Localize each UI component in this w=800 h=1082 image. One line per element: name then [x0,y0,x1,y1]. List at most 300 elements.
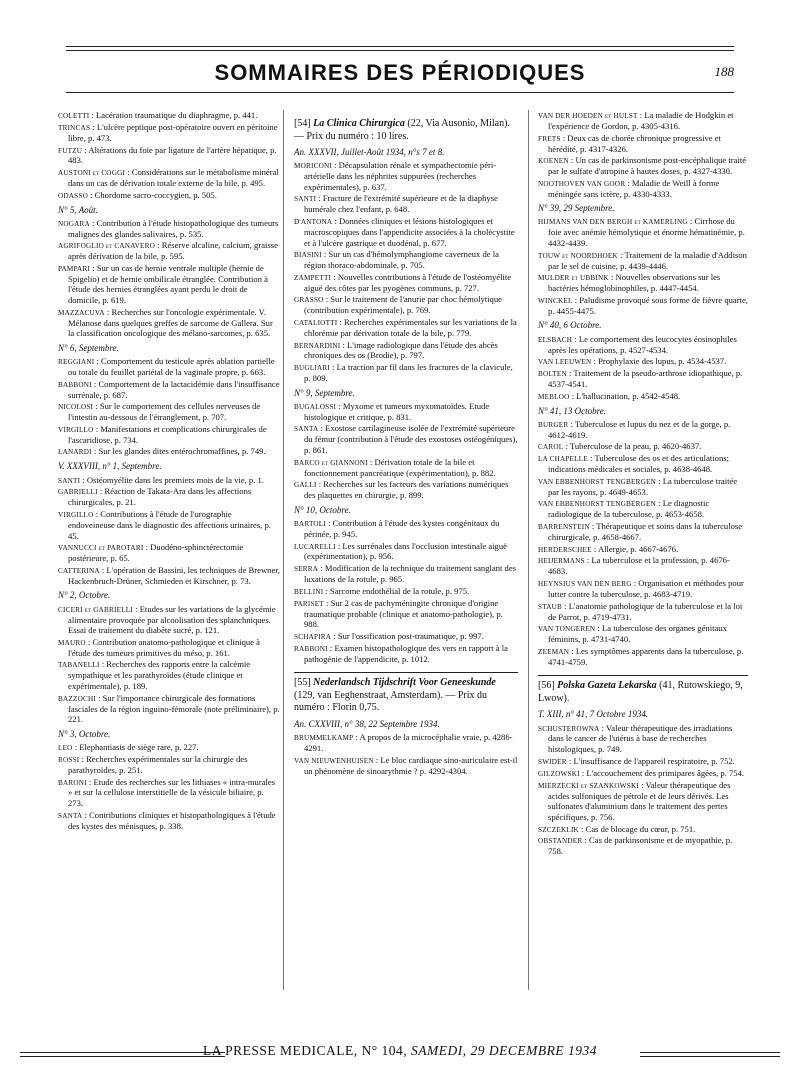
author-separator: : [79,753,87,764]
article-author: LEO [58,744,73,753]
article-entry [58,356,280,378]
article-entry [538,155,748,177]
author-separator: : [93,509,101,520]
article-entry [538,441,748,452]
issue-heading: N° 40, 6 Octobre. [538,320,602,331]
article-title: Deux cas de chorée chronique progressive et hérédité, p. 4317-4326. [548,132,721,154]
article-entry [538,756,748,767]
author-separator: : [155,240,162,251]
article-title: Comportement du testicule après ablation partielle ou totale du feuillet pariétal de la vaginale propre, p. 663. [68,356,275,378]
article-author: GALLI [294,481,317,490]
article-title: Traitement de la maladie d'Addison par le sel de cuisine, p. 4439-4446. [548,249,747,271]
article-title: L'opération de Bassini, les techniques de Brewner, Hackenbruch-Drüner, Schmieden et Kirschner, p. 73. [68,564,280,586]
article-title: Contributions à l'étude de l'urographie endoveineuse dans le diagnostic des affections urinaires, p. 45. [68,509,271,541]
author-separator: : [331,630,338,641]
author-separator: : [582,835,590,846]
author-separator: : [327,642,335,653]
article-author: GABRIELLI [58,488,98,497]
article-entry [538,723,748,755]
article-entry [294,755,518,777]
article-entry [538,780,748,823]
author-separator: : [595,623,602,634]
article-author: OBSTANDER [538,837,583,846]
article-title: La maladie de Hodgkin et l'expérience de Gordon, p. 4305-4316. [548,110,734,131]
article-author: CICERI et GABRIELLI [58,605,133,614]
article-entry [58,486,280,508]
article-title: Contributions cliniques et histopathologiques à l'étude des kystes des ménisques, p. 338. [68,809,276,831]
author-separator: : [331,271,338,282]
article-entry [538,601,748,623]
article-author: MULDER et UBBINK [538,274,609,283]
article-author: FUTZU [58,146,83,155]
article-author: SCHAPIRA [294,632,332,641]
article-entry [294,518,518,540]
journal-info: (129, van Eeghenstraat, Amsterdam). — Prix du numéro : Florin 0,75. [294,689,488,714]
column-separator [528,110,529,990]
article-entry [538,368,748,390]
author-separator: : [569,390,577,401]
author-separator: : [591,543,598,554]
footer-date: SAMEDI, 29 DECEMBRE 1934 [411,1043,597,1058]
author-separator: : [97,486,105,497]
article-title: Etudes sur les variations de la glycémie alimentaire provoquée par alcoolisation des splanchniques. Essai de traitement du diabète sucré, p. 121. [68,603,276,636]
author-separator: : [656,475,663,486]
article-title: Sur le traitement de l'anurie par choc hémolytique (contribution expérimentale), p. 769. [304,294,502,316]
article-title: Cas de blocage du cœur, p. 751. [585,823,696,834]
author-separator: : [579,767,587,778]
author-separator: : [89,217,97,228]
article-author: CAROL [538,443,564,452]
article-entry [58,604,280,636]
article-author: LANARDI [58,448,92,457]
article-title: Contribution à l'étude histopathologique des tumeurs malignes des glandes salivaires, p. 535. [68,217,279,239]
article-list [58,110,280,201]
author-separator: : [617,249,625,260]
footer-journal: LA PRESSE MEDICALE, N° 104, [202,1043,408,1058]
author-separator: : [323,294,331,305]
author-separator: : [318,423,326,434]
article-entry [538,578,748,600]
article-entry [58,379,280,401]
article-author: PARISET [294,599,324,608]
author-separator: : [143,542,151,553]
article-title: Manifestations et complications chirurgicales de l'ascaridiose, p. 734. [68,423,267,445]
author-separator: : [587,453,595,464]
article-author: CATTERINA [58,566,100,575]
article-entry [538,250,748,272]
article-title: Nouvelles observations sur les bactéries hémoglobinophiles, p. 4447-4454. [548,272,721,294]
article-author: MORICONI [294,162,332,171]
article-author: TOUW et NOORDHOEK [538,251,618,260]
article-title: Paludisme provoqué sous forme de fièvre quarte, p. 4455-4475. [548,294,748,316]
author-separator: : [90,121,97,132]
article-entry [294,401,518,423]
author-separator: : [93,423,101,434]
author-separator: : [91,446,99,457]
article-title: Recherches expérimentales sur la chirurgie des parathyroïdes, p. 251. [68,753,248,775]
article-author: KOENEN [538,157,569,166]
article-entry [58,542,280,564]
author-separator: : [562,600,569,611]
article-title: Les surrénales dans l'occlusion intestinale aiguë (expérimentation), p. 956. [304,540,507,562]
article-author: ROSSI [58,755,80,764]
article-list [58,475,280,587]
article-author: AGRIFOGLIO et CANAVERO [58,242,156,251]
article-author: BERNARDINI [294,341,341,350]
article-entry [294,598,518,630]
article-title: Lacération traumatique du diaphragme, p. 441. [96,110,258,120]
journal-number: [55] [294,677,311,689]
article-title: Recherches des rapports entre la calcémie sympathique et les parathyroïdes (étude clinique et expérimentale), p. 189. [68,659,251,691]
issue-heading: N° 39, 29 Septembre. [538,203,615,214]
top-rule [66,46,734,47]
article-list [538,110,748,199]
article-entry [58,693,280,725]
article-author: VAN LEEUWEN [538,358,592,367]
issue-heading: V. XXXVIII, n° 1, Septembre. [58,461,162,472]
article-entry [538,391,748,402]
article-list [294,401,518,501]
author-separator: : [99,659,107,670]
issue-heading: N° 10, Octobre. [294,504,351,515]
article-author: NOGARA [58,219,90,228]
issue-heading: An. XXXVII, Juillet-Août 1934, n°s 7 et 8. [294,147,445,157]
article-title: L'accouchement des primipares âgées, p. 754. [586,767,745,778]
article-list [294,518,518,664]
article-author: SANTA [58,811,83,820]
article-entry [538,419,748,441]
article-entry [58,509,280,541]
article-entry [538,646,748,668]
article-author: SZCZEKLIK [538,825,579,834]
article-author: GILZOWSKI [538,769,580,778]
article-entry [58,475,280,486]
author-separator: : [367,456,375,467]
author-separator: : [93,401,100,412]
article-entry [58,659,280,691]
article-title: Les symptômes apparents dans la tuberculose, p. 4741-4759. [548,645,744,667]
article-author: ZAMPETTI [294,273,332,282]
journal-title: Polska Gazeta Lekarska [557,680,657,692]
article-entry [294,541,518,563]
author-separator: : [332,215,339,226]
article-title: Sur l'importance chirurgicale des formations fasciales de la région inguino-fémorale (note préliminaire), p. 221. [68,692,280,725]
article-title: Etude des recherches sur les lithiases « intra-murales » et sur la cellulose interstitielle de la vésicule biliaire, p. 273. [68,776,276,809]
article-list [294,732,518,776]
article-title: Dérivation totale de la bile et fonctionnement pancréatique (expérimentation), p. 882. [304,456,496,478]
article-author: VAN EBBENHORST TENGBERGEN [538,477,657,486]
author-separator: : [568,155,576,166]
article-list [58,356,280,457]
article-title: Elephantiasis de siège rare, p. 227. [79,742,199,753]
author-separator: : [335,540,343,551]
article-title: La tuberculose et la profession, p. 4676-4683. [548,555,730,577]
article-author: BOLTEN [538,370,567,379]
article-author: SWIDER [538,757,567,766]
article-author: TRINCAS [58,123,91,132]
author-separator: : [608,272,616,283]
author-separator: : [566,368,574,379]
article-title: Tuberculose de la peau, p. 4620-4637. [569,441,702,452]
column-3 [538,110,748,858]
issue-heading: T. XIII, n° 41, 7 Octobre 1934. [538,709,649,720]
article-author: VIRGILLO [58,425,94,434]
article-title: Recherches expérimentales sur les variations de la chlorémie par dérivation totale de la bile, p. 779. [304,316,517,338]
article-title: Tuberculose des os et des articulations; indications médicales et sociales, p. 4638-4648. [548,453,729,475]
issue-heading: N° 2, Octobre. [58,590,111,601]
author-separator: : [125,167,132,178]
article-title: Modification de la technique du traitement sanglant des luxations de la rotule, p. 965. [304,563,517,585]
article-entry [538,824,748,835]
author-separator: : [80,474,87,485]
article-author: NICOLOSI [58,403,94,412]
column-1 [58,110,280,832]
article-author: CATALIOTTI [294,318,338,327]
article-author: MIERZECKI et SZANKOWSKI [538,781,639,790]
author-separator: : [373,754,381,765]
article-title: Comportement de la lactacidémie dans l'insuffisance surrénale, p. 687. [68,378,280,400]
article-entry [58,263,280,306]
article-author: GRASSO [294,296,324,305]
journal-number: [54] [294,118,311,129]
article-entry [294,272,518,294]
article-entry [294,586,518,597]
author-separator: : [560,132,568,143]
article-title: Données cliniques et lésions histologiques et macroscopiques dans l'appendicite associées à la cholécystite et à l'ulcère gastrique et duodénal, p. 677. [304,215,515,248]
article-entry [294,317,518,339]
article-author: MEBLOO [538,392,570,401]
issue-heading: N° 5, Août. [58,204,98,215]
article-title: Le comportement des leucocytes éosinophiles après les opérations, p. 4527-4534. [548,333,737,355]
issue-heading: N° 41, 13 Octobre. [538,405,607,416]
author-separator: : [337,316,345,327]
article-title: Duodéno-sphinctérectomie postérieure, p. 65. [68,542,244,564]
article-author: D'ANTONA [294,217,333,226]
issue-heading: An. CXXVIII, n° 38, 22 Septembre 1934. [294,718,440,729]
article-entry [294,160,518,192]
author-separator: : [572,294,580,305]
author-separator: : [95,692,103,703]
author-separator: : [572,333,579,344]
article-entry [294,216,518,248]
article-entry [538,544,748,555]
article-author: BARRENSTEIN [538,522,590,531]
article-title: Sur l'ossification post-traumatique, p. 997. [337,630,484,641]
article-author: VAN DER HOEDEN et HULST [538,112,638,120]
journal-heading [294,672,518,715]
article-title: Décapsulation rénale et sympathectomie péri-artérielle dans les néphrites suppurées (recherches expérimentales), p. 637. [304,160,497,192]
article-author: TABANELLI [58,661,100,670]
author-separator: : [637,110,645,120]
article-author: PAMPARI [58,264,91,273]
article-entry [538,476,748,498]
article-entry [538,498,748,520]
article-entry [538,178,748,200]
author-separator: : [563,441,570,452]
column-separator [283,110,284,990]
article-entry [538,110,748,132]
author-separator: : [566,755,574,766]
article-title: Un cas de parkinsonisme post-encéphalique traité par le sulfate d'atropine à hautes doses, p. 4327-4330. [548,155,747,177]
article-list [538,419,748,668]
article-author: BRUMMELKAMP [294,734,354,742]
article-entry [538,555,748,577]
journal-info: (41, Rutowskiego, 9, Lwow). [538,680,743,704]
author-separator: : [316,479,324,490]
article-author: FRETS [538,134,561,143]
article-entry [294,362,518,384]
top-rule-inner [66,50,734,51]
article-title: Examen histopathologique des vers en rapport à la pathogénie de l'appendicite, p. 1012. [304,642,508,664]
article-entry [58,307,280,339]
article-author: VANNUCCI et PAROTARI [58,544,144,553]
article-entry [58,218,280,240]
article-author: LUCARELLI [294,542,336,551]
article-author: SANTA [294,425,319,434]
article-entry [58,754,280,776]
article-title: Myxome et tumeurs myxomatoïdes. Etude histologique et critique, p. 831. [304,400,490,422]
author-separator: : [631,578,639,589]
article-author: SERRA [294,565,319,574]
article-author: MAZZACUVA [58,308,105,317]
article-author: ELSBACH [538,335,573,344]
footer [0,1043,800,1059]
article-entry [538,133,748,155]
journal-info: (22, Via Ausonio, Milan). — Prix du numéro : 10 lires. [294,118,510,142]
article-entry [58,110,280,121]
article-title: Allergie, p. 4667-4676. [597,543,679,554]
article-list [58,218,280,339]
author-separator: : [589,520,597,531]
article-title: Sur le comportement des cellules nerveuses de l'intestin au-dessous de l'étranglement, p. 707. [68,401,261,423]
page-number: 188 [714,64,734,79]
article-entry [58,565,280,587]
article-entry [538,623,748,645]
article-title: Recherches sur les facteurs des variations numériques des plaquettes en chirurgie, p. 899. [304,479,509,501]
article-title: Contribution anatomo-pathologique et clinique à l'étude des tumeurs primitives du méso, p. 161. [68,636,260,658]
article-entry [58,637,280,659]
article-entry [294,340,518,362]
article-author: HIJMANS VAN DEN BERGH et KAMERLING [538,218,688,227]
author-separator: : [329,362,337,373]
article-author: BARONI [58,778,87,787]
issue-heading: N° 3, Octobre. [58,728,111,739]
author-separator: : [625,177,632,188]
article-author: BABBONI [58,380,92,389]
author-separator: : [568,418,575,429]
article-title: La traction par fil dans les fractures de la clavicule, p. 809. [304,362,513,384]
author-separator: : [340,339,348,350]
article-title: Ostéomyélite dans les premiers mois de la vie, p. 1. [86,474,264,485]
article-title: La tuberculose des organes génitaux féminins, p. 4731-4740. [548,623,727,645]
article-title: A propos de la microcéphalie vraie, p. 4286-4291. [304,732,513,753]
article-title: Sur 2 cas de pachyméningite chronique d'origine traumatique probable (clinique et anatomo-pathologie), p. 988. [304,597,503,630]
author-separator: : [91,378,99,389]
article-title: L'image radiologique dans l'étude des abcès chroniques des os (Brodie), p. 797. [304,339,498,361]
article-entry [58,424,280,446]
article-title: Sur un cas d'hémolymphangiome caverneux de la région thoraco-abdominale, p. 705. [304,249,499,271]
article-title: Prophylaxie des lupus, p. 4534-4537. [598,356,727,367]
article-entry [538,835,748,857]
article-entry [538,521,748,543]
article-entry [294,563,518,585]
author-separator: : [599,722,607,733]
article-entry [294,249,518,271]
article-title: Le diagnostic radiologique de la tuberculose, p. 4653-4658. [548,498,710,520]
article-author: ZEEMAN [538,647,570,656]
article-entry [294,479,518,501]
article-title: Nouvelles contributions à l'étude de l'ostéomyélite aiguë des côtes par les pyogènes communs, p. 727. [304,271,512,293]
author-separator: : [72,742,80,753]
article-entry [58,167,280,189]
article-list [58,604,280,725]
article-entry [538,453,748,475]
article-author: BURGER [538,420,569,429]
author-separator: : [591,356,599,367]
author-separator: : [578,823,586,834]
article-author: BARTOLI [294,519,326,528]
article-title: Sur les glandes dites entérochromaffines, p. 749. [98,446,266,457]
author-separator: : [336,400,343,411]
article-entry [538,216,748,248]
journal-heading [294,114,518,143]
article-author: SANTI [58,476,81,485]
article-title: L'hallucination, p. 4542-4548. [576,390,681,401]
article-title: Tuberculose et lupus du nez et de la gorge, p. 4612-4619. [548,418,731,440]
article-entry [58,190,280,201]
author-separator: : [316,193,323,204]
article-author: RABBONI [294,644,328,653]
article-author: SCHUSTEROWNA [538,724,600,733]
article-author: COLETTI [58,112,90,120]
author-separator: : [87,189,95,200]
article-list [538,334,748,402]
article-title: Thérapeutique et soins dans la tuberculose chirurgicale, p. 4658-4667. [548,520,743,542]
page-title: SOMMAIRES DES PÉRIODIQUES [214,60,586,85]
journal-number: [56] [538,680,555,692]
article-author: MAURO [58,638,86,647]
article-title: La tuberculose traitée par les rayons, p. 4649-4653. [548,475,738,497]
author-separator: : [569,645,576,656]
issue-heading: N° 9, Septembre. [294,387,355,398]
article-author: VAN EBBENHORST TENGBERGEN [538,500,657,509]
article-title: Valeur thérapeutique des acides sulfoniques de pétrole et de leurs dérivés. Les sulfonates d'aluminium dans le traitement des pertes spécifiques, p. 756. [548,779,731,822]
article-title: Réaction de Takata-Ara dans les affections chirurgicales, p. 21. [68,486,252,508]
author-separator: : [656,498,663,509]
author-separator: : [638,779,646,790]
article-author: BAZZOCHI [58,694,96,703]
article-author: REGGIANI [58,358,95,367]
author-separator: : [323,597,331,608]
article-author: VAN NIEUWENHUISEN [294,756,374,765]
article-list [538,216,748,316]
article-list [538,723,748,857]
article-author: BUGALOSSI [294,402,337,411]
journal-title: La Clinica Chirurgica [313,118,405,129]
article-title: Recherches sur l'oncologie expérimentale. V. Mélanose dans quelques greffes de sarcome de Gallera. Sur la classification oncologique des mélano-sarcomes, p. 635. [68,306,273,339]
article-title: Maladie de Weill à forme méningée sans ictère, p. 4330-4333. [548,177,720,199]
author-separator: : [321,249,329,260]
article-entry [58,145,280,167]
article-title: Sarcome endothélial de la rotule, p. 975. [330,585,470,596]
article-title: Organisation et méthodes pour lutter contre la tuberculose, p. 4683-4719. [548,578,744,599]
article-entry [294,643,518,665]
issue-heading: N° 6, Septembre. [58,343,119,354]
article-author: AUSTONI et COGGI [58,169,126,178]
column-2 [294,110,518,777]
article-title: Chordome sacro-coccygien, p. 505. [94,189,217,200]
article-entry [538,768,748,779]
